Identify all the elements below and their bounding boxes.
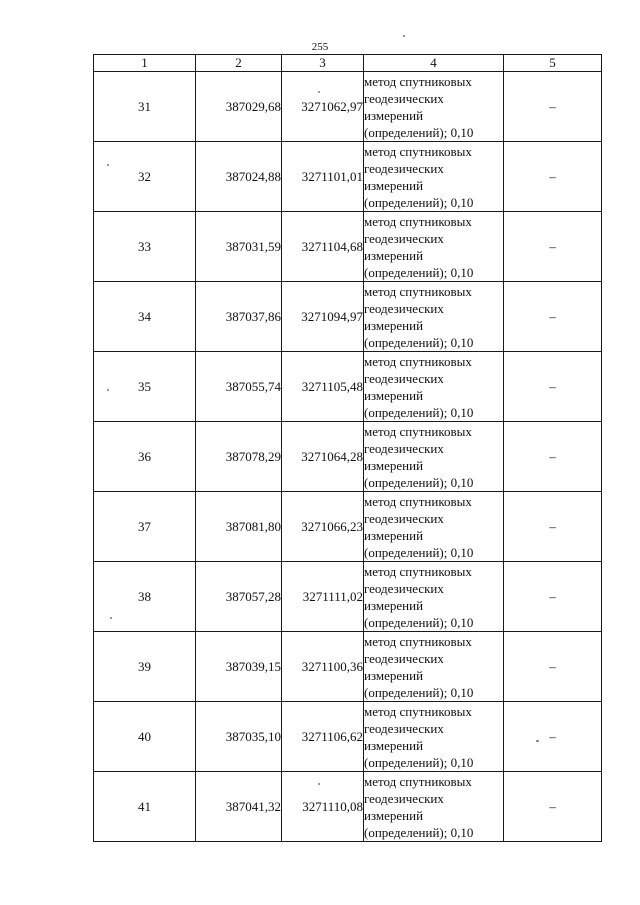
scan-speck xyxy=(107,164,109,166)
row-number-cell: 37 xyxy=(94,492,196,562)
x-coordinate-cell: 387029,68 xyxy=(196,72,282,142)
page-number: 255 xyxy=(311,41,329,53)
y-coordinate-cell: 3271062,97 xyxy=(282,72,364,142)
column-5-cell: – xyxy=(504,562,602,632)
x-coordinate-cell: 387031,59 xyxy=(196,212,282,282)
table-row xyxy=(94,702,602,772)
method-cell: метод спутниковых геодезических измерений (определений); 0,10 xyxy=(364,632,504,702)
y-coordinate-cell: 3271101,01 xyxy=(282,142,364,212)
table-body xyxy=(94,55,602,842)
y-coordinate-cell: 3271100,36 xyxy=(282,632,364,702)
header-cell-5: 5 xyxy=(504,55,602,72)
table-row xyxy=(94,142,602,212)
x-coordinate-cell: 387041,32 xyxy=(196,772,282,842)
method-cell: метод спутниковых геодезических измерений (определений); 0,10 xyxy=(364,562,504,632)
table-row xyxy=(94,422,602,492)
column-5-cell: – xyxy=(504,142,602,212)
x-coordinate-cell: 387081,80 xyxy=(196,492,282,562)
x-coordinate-cell: 387024,88 xyxy=(196,142,282,212)
table-row xyxy=(94,72,602,142)
row-number-cell: 35 xyxy=(94,352,196,422)
column-5-cell: – xyxy=(504,212,602,282)
method-cell: метод спутниковых геодезических измерений (определений); 0,10 xyxy=(364,142,504,212)
table-row xyxy=(94,282,602,352)
header-cell-1: 1 xyxy=(94,55,196,72)
x-coordinate-cell: 387055,74 xyxy=(196,352,282,422)
header-cell-4: 4 xyxy=(364,55,504,72)
y-coordinate-cell: 3271111,02 xyxy=(282,562,364,632)
scan-speck xyxy=(107,389,109,391)
y-coordinate-cell: 3271106,62 xyxy=(282,702,364,772)
row-number-cell: 40 xyxy=(94,702,196,772)
column-5-cell: – xyxy=(504,282,602,352)
table-row xyxy=(94,492,602,562)
method-cell: метод спутниковых геодезических измерений (определений); 0,10 xyxy=(364,702,504,772)
y-coordinate-cell: 3271104,68 xyxy=(282,212,364,282)
row-number-cell: 38 xyxy=(94,562,196,632)
column-5-cell: – xyxy=(504,72,602,142)
header-cell-2: 2 xyxy=(196,55,282,72)
row-number-cell: 33 xyxy=(94,212,196,282)
method-cell: метод спутниковых геодезических измерений (определений); 0,10 xyxy=(364,492,504,562)
table-row xyxy=(94,212,602,282)
column-5-cell: – xyxy=(504,422,602,492)
row-number-cell: 41 xyxy=(94,772,196,842)
table-row xyxy=(94,352,602,422)
column-5-cell: – xyxy=(504,702,602,772)
table-header-row xyxy=(94,55,602,72)
method-cell: метод спутниковых геодезических измерений (определений); 0,10 xyxy=(364,212,504,282)
x-coordinate-cell: 387057,28 xyxy=(196,562,282,632)
row-number-cell: 36 xyxy=(94,422,196,492)
table-row xyxy=(94,772,602,842)
row-number-cell: 39 xyxy=(94,632,196,702)
method-cell: метод спутниковых геодезических измерений (определений); 0,10 xyxy=(364,422,504,492)
column-5-cell: – xyxy=(504,352,602,422)
table-row xyxy=(94,562,602,632)
scan-speck xyxy=(536,740,539,742)
row-number-cell: 34 xyxy=(94,282,196,352)
x-coordinate-cell: 387037,86 xyxy=(196,282,282,352)
column-5-cell: – xyxy=(504,632,602,702)
scan-speck xyxy=(110,617,112,619)
method-cell: метод спутниковых геодезических измерений (определений); 0,10 xyxy=(364,72,504,142)
x-coordinate-cell: 387035,10 xyxy=(196,702,282,772)
coordinates-table xyxy=(93,54,602,842)
y-coordinate-cell: 3271064,28 xyxy=(282,422,364,492)
x-coordinate-cell: 387039,15 xyxy=(196,632,282,702)
header-cell-3: 3 xyxy=(282,55,364,72)
scan-speck xyxy=(318,783,320,785)
y-coordinate-cell: 3271110,08 xyxy=(282,772,364,842)
row-number-cell: 31 xyxy=(94,72,196,142)
y-coordinate-cell: 3271066,23 xyxy=(282,492,364,562)
scan-speck xyxy=(318,91,320,93)
scan-speck xyxy=(403,35,405,37)
method-cell: метод спутниковых геодезических измерений (определений); 0,10 xyxy=(364,772,504,842)
y-coordinate-cell: 3271094,97 xyxy=(282,282,364,352)
method-cell: метод спутниковых геодезических измерений (определений); 0,10 xyxy=(364,282,504,352)
column-5-cell: – xyxy=(504,492,602,562)
table-row xyxy=(94,632,602,702)
row-number-cell: 32 xyxy=(94,142,196,212)
method-cell: метод спутниковых геодезических измерений (определений); 0,10 xyxy=(364,352,504,422)
column-5-cell: – xyxy=(504,772,602,842)
x-coordinate-cell: 387078,29 xyxy=(196,422,282,492)
y-coordinate-cell: 3271105,48 xyxy=(282,352,364,422)
